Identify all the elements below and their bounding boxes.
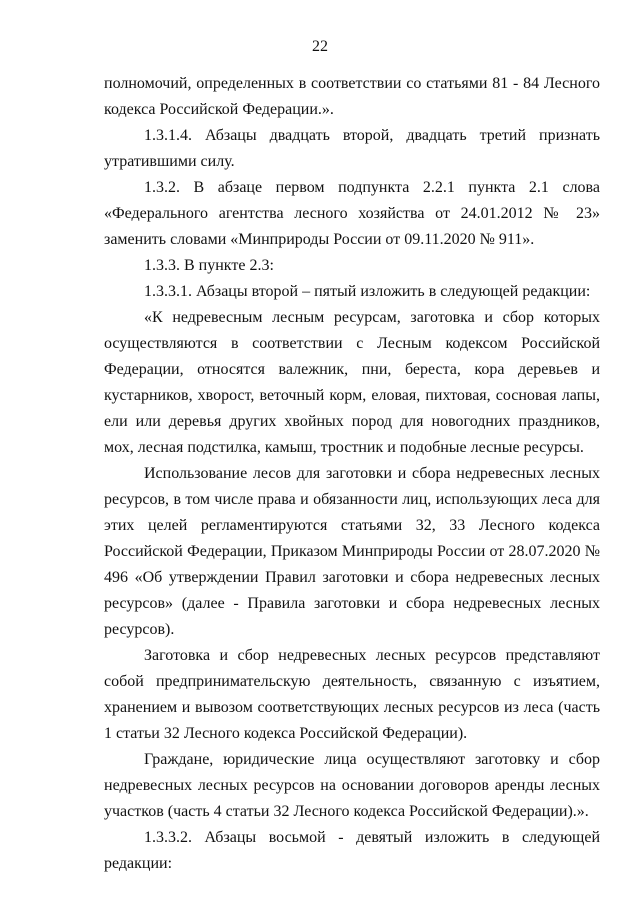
paragraph: «К недревесным лесным ресурсам, заготовка и сбор которых осуществляются в соответствии с Лесным кодексом Российской Федерации, относятся валежник, пни, береста, кора деревьев и кустарников, хворост, веточный корм, еловая, пихтовая, сосновая лапы, ели или деревья других хвойных пород для новогодних праздников, мох, лесная подстилка, камыш, тростник и подобные лесные ресурсы. — [104, 309, 600, 456]
paragraph: 1.3.3.2. Абзацы восьмой - девятый изложить в следующей редакции: — [104, 829, 600, 872]
page-number: 22 — [312, 38, 328, 55]
paragraph: полномочий, определенных в соответствии со статьями 81 - 84 Лесного кодекса Российской Федерации.». — [104, 75, 600, 118]
paragraph: Граждане, юридические лица осуществляют заготовку и сбор недревесных лесных ресурсов на основании договоров аренды лесных участков (часть 4 статьи 32 Лесного кодекса Российской Федерации).». — [104, 751, 600, 820]
paragraph: 1.3.1.4. Абзацы двадцать второй, двадцать третий признать утратившими силу. — [104, 127, 600, 170]
document-body — [104, 71, 600, 877]
paragraph: 1.3.3.1. Абзацы второй – пятый изложить в следующей редакции: — [144, 283, 591, 300]
paragraph: 1.3.3. В пункте 2.3: — [144, 257, 274, 274]
paragraph: Заготовка и сбор недревесных лесных ресурсов представляют собой предпринимательскую деятельность, связанную с изъятием, хранением и вывозом соответствующих лесных ресурсов из леса (часть 1 статьи 32 Лесного кодекса Российской Федерации). — [104, 647, 600, 742]
paragraph: Использование лесов для заготовки и сбора недревесных лесных ресурсов, в том числе права и обязанности лиц, использующих леса для этих целей регламентируются статьями 32, 33 Лесного кодекса Российской Федерации, Приказом Минприроды России от 28.07.2020 № 496 «Об утверждении Правил заготовки и сбора недревесных лесных ресурсов» (далее - Правила заготовки и сбора недревесных лесных ресурсов). — [104, 465, 600, 638]
paragraph: 1.3.2. В абзаце первом подпункта 2.2.1 пункта 2.1 слова «Федерального агентства лесного хозяйства от 24.01.2012 № 23» заменить словами «Минприроды России от 09.11.2020 № 911». — [104, 179, 600, 248]
